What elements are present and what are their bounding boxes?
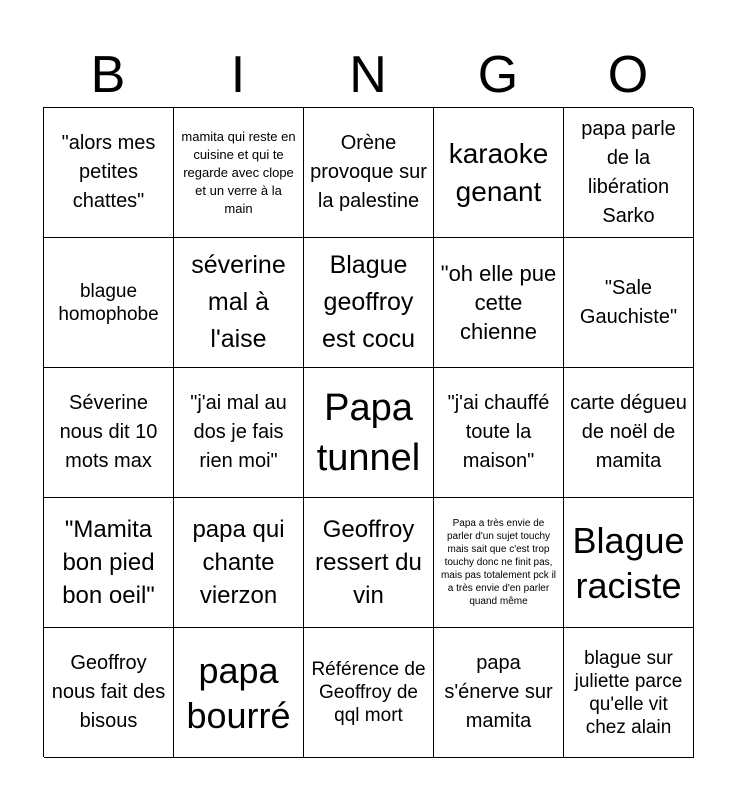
cell-text: Séverine nous dit 10 mots max — [59, 392, 158, 472]
bingo-cell[interactable] — [564, 108, 694, 238]
cell-text: Blague raciste — [572, 519, 685, 606]
cell-text: séverine mal à l'aise — [191, 251, 286, 353]
cell-text: "alors mes petites chattes" — [61, 132, 156, 212]
cell-text: Papa tunnel — [316, 386, 421, 479]
cell-text: blague sur juliette parce qu'elle vit chez alain — [574, 647, 683, 738]
cell-text: Papa a très envie de parler d'un sujet touchy mais sait que c'est trop touchy donc ne finit pas, mais pas totalement pck il a très envie d'en parler quand même — [440, 518, 557, 607]
bingo-cell[interactable] — [44, 498, 174, 628]
bingo-header — [43, 44, 693, 106]
bingo-cell[interactable] — [174, 628, 304, 758]
cell-text: karaoke genant — [448, 137, 549, 207]
header-letter-i: I — [230, 46, 246, 104]
cell-text: "oh elle pue cette chienne — [440, 261, 557, 344]
cell-text: Référence de Geoffroy de qql mort — [311, 659, 426, 726]
bingo-cell[interactable] — [434, 498, 564, 628]
header-letter-b: B — [90, 46, 126, 104]
cell-text: "Mamita bon pied bon oeil" — [62, 516, 155, 609]
cell-text: papa parle de la libération Sarko — [581, 117, 676, 227]
bingo-cell[interactable] — [564, 368, 694, 498]
bingo-cell[interactable] — [434, 368, 564, 498]
bingo-cell[interactable] — [564, 628, 694, 758]
cell-text: papa s'énerve sur mamita — [444, 652, 553, 732]
cell-text: "j'ai chauffé toute la maison" — [447, 392, 550, 472]
cell-text: blague homophobe — [58, 280, 159, 325]
bingo-cell[interactable] — [174, 368, 304, 498]
bingo-cell[interactable] — [434, 108, 564, 238]
bingo-cell[interactable] — [304, 368, 434, 498]
cell-text: Orène provoque sur la palestine — [310, 132, 427, 212]
cell-text: papa qui chante vierzon — [192, 516, 285, 609]
header-letter-o: O — [607, 46, 649, 104]
header-letter-g: G — [477, 46, 519, 104]
cell-text: Blague geoffroy est cocu — [321, 251, 416, 353]
cell-text: Geoffroy nous fait des bisous — [51, 652, 166, 732]
bingo-cell[interactable] — [174, 108, 304, 238]
cell-text: "j'ai mal au dos je fais rien moi" — [190, 392, 287, 472]
bingo-cell[interactable] — [44, 628, 174, 758]
bingo-cell[interactable] — [564, 238, 694, 368]
bingo-cell[interactable] — [304, 498, 434, 628]
bingo-cell[interactable] — [304, 108, 434, 238]
bingo-cell[interactable] — [564, 498, 694, 628]
bingo-cell[interactable] — [434, 628, 564, 758]
bingo-cell[interactable] — [44, 368, 174, 498]
header-letter-n: N — [349, 46, 387, 104]
bingo-cell[interactable] — [44, 108, 174, 238]
cell-text: "Sale Gauchiste" — [579, 276, 678, 328]
bingo-cell[interactable] — [304, 238, 434, 368]
cell-text: papa bourré — [186, 649, 291, 736]
bingo-cell[interactable] — [434, 238, 564, 368]
bingo-cell[interactable] — [174, 238, 304, 368]
cell-text: carte dégueu de noël de mamita — [570, 392, 687, 472]
bingo-cell[interactable] — [174, 498, 304, 628]
cell-text: mamita qui reste en cuisine et qui te regarde avec clope et un verre à la main — [181, 128, 296, 216]
cell-text: Geoffroy ressert du vin — [315, 516, 422, 609]
bingo-grid — [43, 107, 693, 757]
bingo-cell[interactable] — [44, 238, 174, 368]
bingo-cell[interactable] — [304, 628, 434, 758]
